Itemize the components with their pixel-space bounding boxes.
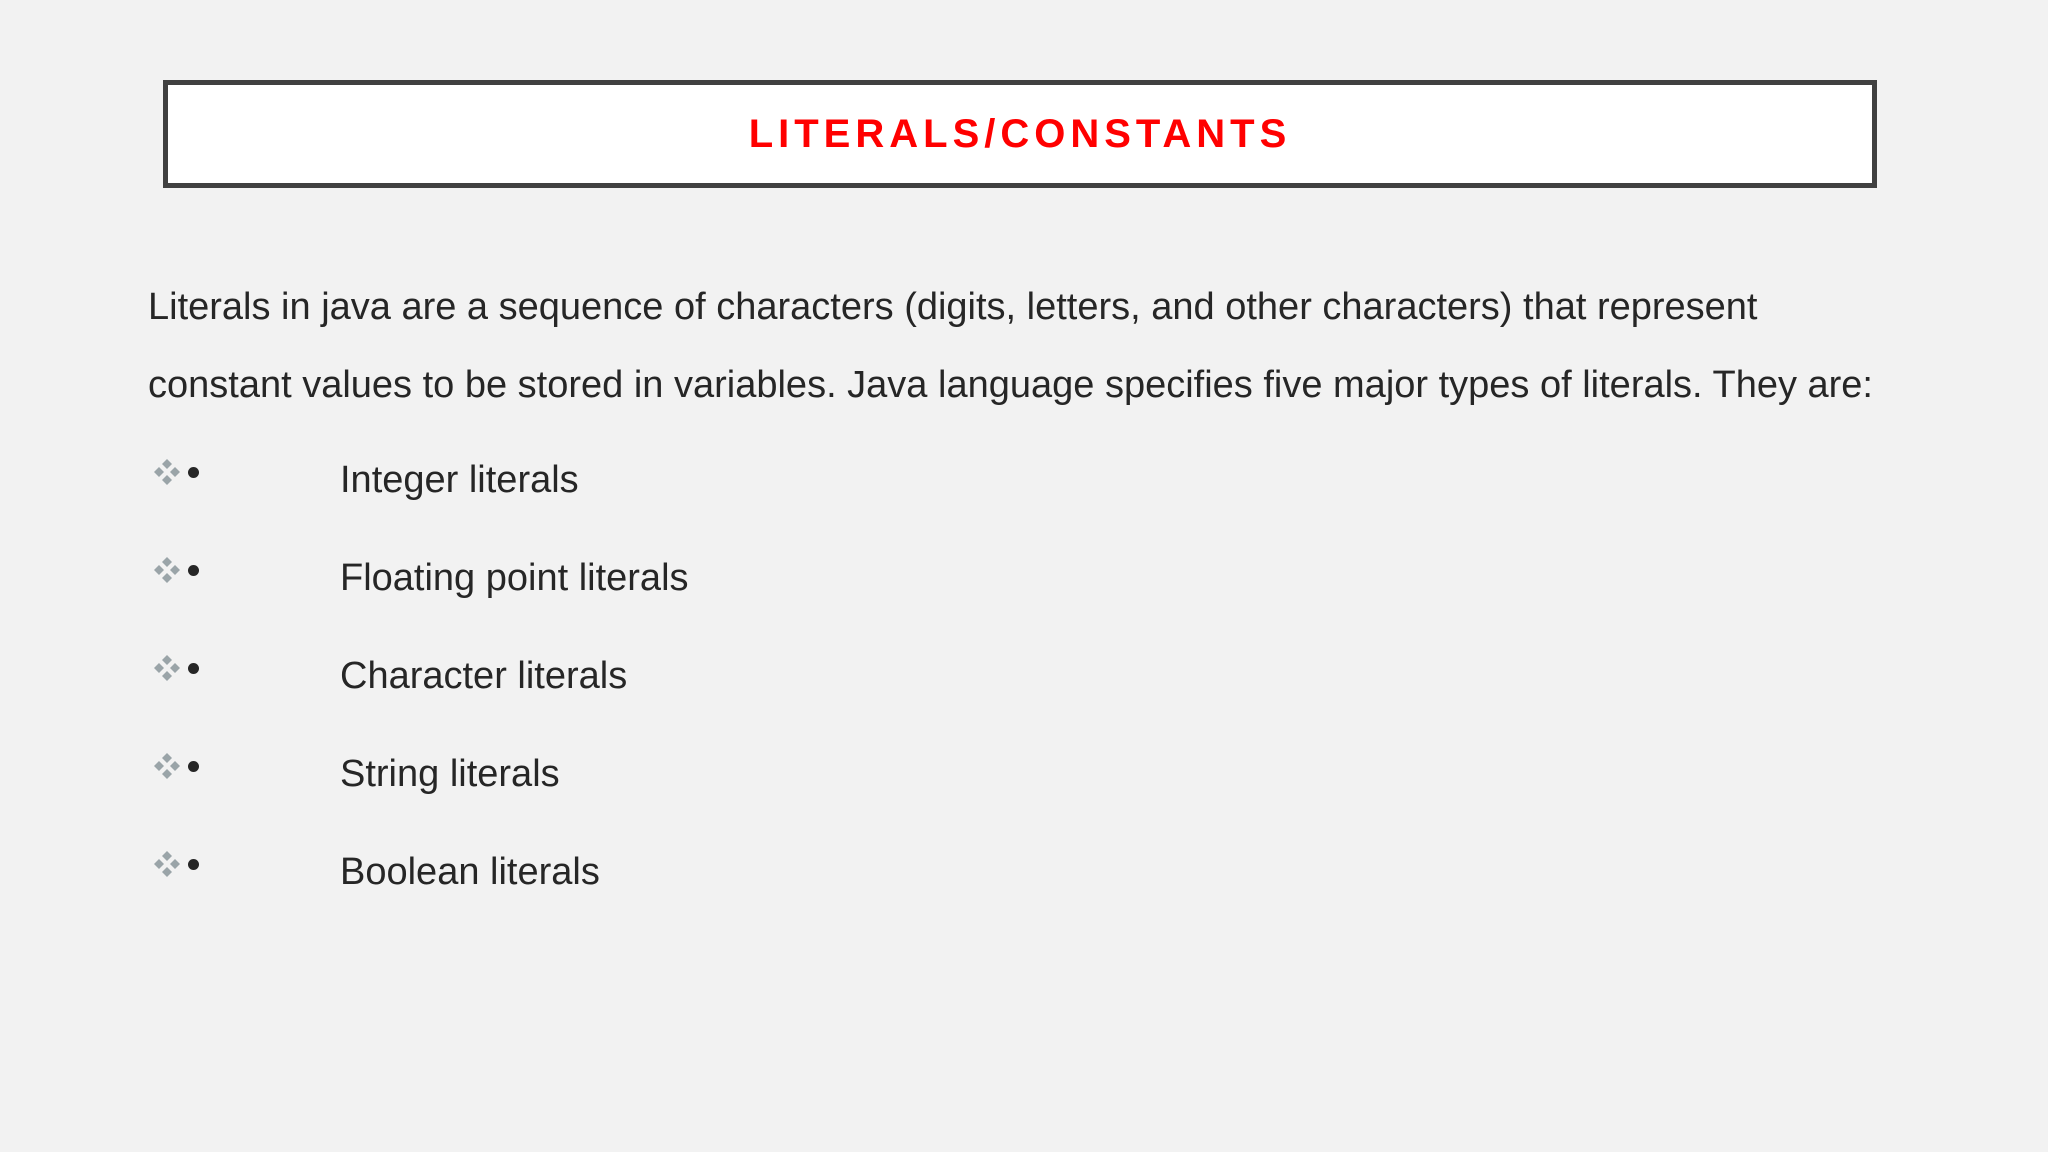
four-diamond-bullet-icon bbox=[152, 653, 182, 683]
intro-paragraph bbox=[148, 268, 1888, 424]
list-item bbox=[148, 735, 689, 833]
title-box bbox=[163, 80, 1877, 188]
list-item bbox=[148, 441, 689, 539]
list-item bbox=[148, 539, 689, 637]
bullet-dot-icon bbox=[188, 859, 199, 870]
list-item bbox=[148, 833, 689, 931]
list-item-label: Boolean literals bbox=[340, 850, 600, 893]
four-diamond-bullet-icon bbox=[152, 751, 182, 781]
intro-line-1: Literals in java are a sequence of characters (digits, letters, and other characters) that represent bbox=[148, 286, 1758, 328]
bullet-dot-icon bbox=[188, 663, 199, 674]
intro-line-2: constant values to be stored in variables. Java language specifies five major types of literals. They are: bbox=[148, 364, 1873, 406]
four-diamond-bullet-icon bbox=[152, 457, 182, 487]
bullet-dot-icon bbox=[188, 761, 199, 772]
four-diamond-bullet-icon bbox=[152, 849, 182, 879]
bullet-dot-icon bbox=[188, 565, 199, 576]
list-item-label: Character literals bbox=[340, 654, 628, 697]
list-item-label: String literals bbox=[340, 752, 560, 795]
list-item-label: Floating point literals bbox=[340, 556, 689, 599]
literal-types-list bbox=[148, 441, 689, 931]
bullet-dot-icon bbox=[188, 467, 199, 478]
slide-title: LITERALS/CONSTANTS bbox=[748, 111, 1292, 156]
four-diamond-bullet-icon bbox=[152, 555, 182, 585]
list-item bbox=[148, 637, 689, 735]
list-item-label: Integer literals bbox=[340, 458, 579, 501]
